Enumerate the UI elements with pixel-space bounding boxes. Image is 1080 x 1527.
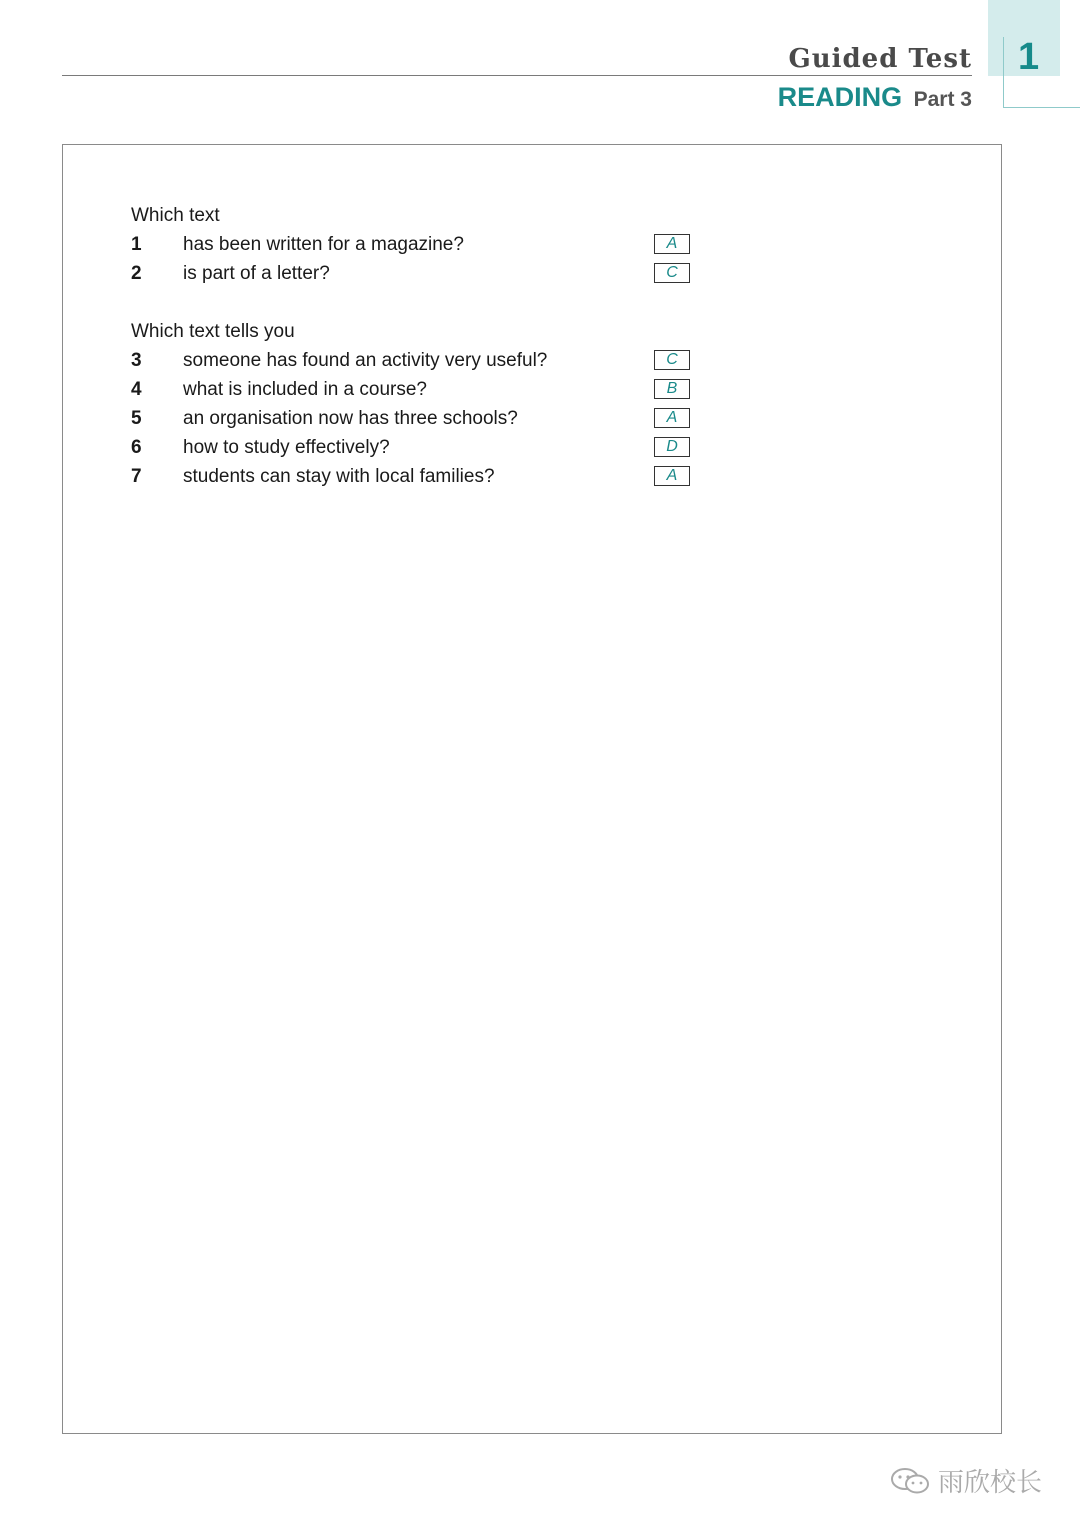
answer-box[interactable]: A: [654, 466, 690, 486]
question-text: students can stay with local families?: [183, 466, 495, 487]
question-text: an organisation now has three schools?: [183, 408, 518, 429]
question-number: 2: [131, 263, 142, 284]
answer-box[interactable]: B: [654, 379, 690, 399]
answer-box[interactable]: D: [654, 437, 690, 457]
watermark: [890, 1462, 1042, 1499]
answer-box[interactable]: A: [654, 234, 690, 254]
section-label: READING: [777, 82, 903, 112]
question-text: what is included in a course?: [183, 379, 427, 400]
question-number: 3: [131, 350, 142, 371]
answer-box[interactable]: C: [654, 350, 690, 370]
question-text: how to study effectively?: [183, 437, 390, 458]
group-intro: Which text tells you: [131, 321, 295, 342]
unit-tab-border: [1003, 37, 1080, 108]
header-divider: [62, 75, 972, 76]
question-number: 1: [131, 234, 142, 255]
answer-box[interactable]: C: [654, 263, 690, 283]
question-number: 6: [131, 437, 142, 458]
watermark-text: 雨欣校长: [938, 1467, 1043, 1497]
question-text: is part of a letter?: [183, 263, 330, 284]
unit-number: 1: [1018, 36, 1040, 78]
answer-box[interactable]: A: [654, 408, 690, 428]
part-label: Part 3: [913, 88, 972, 111]
chat-icon: [890, 1466, 932, 1496]
group-intro: Which text: [131, 205, 220, 226]
question-number: 7: [131, 466, 142, 487]
question-text: someone has found an activity very useful?: [183, 350, 548, 371]
question-number: 4: [131, 379, 142, 400]
section-heading: [778, 82, 972, 113]
question-number: 5: [131, 408, 142, 429]
question-text: has been written for a magazine?: [183, 234, 464, 255]
page-title: Guided Test: [788, 44, 972, 74]
